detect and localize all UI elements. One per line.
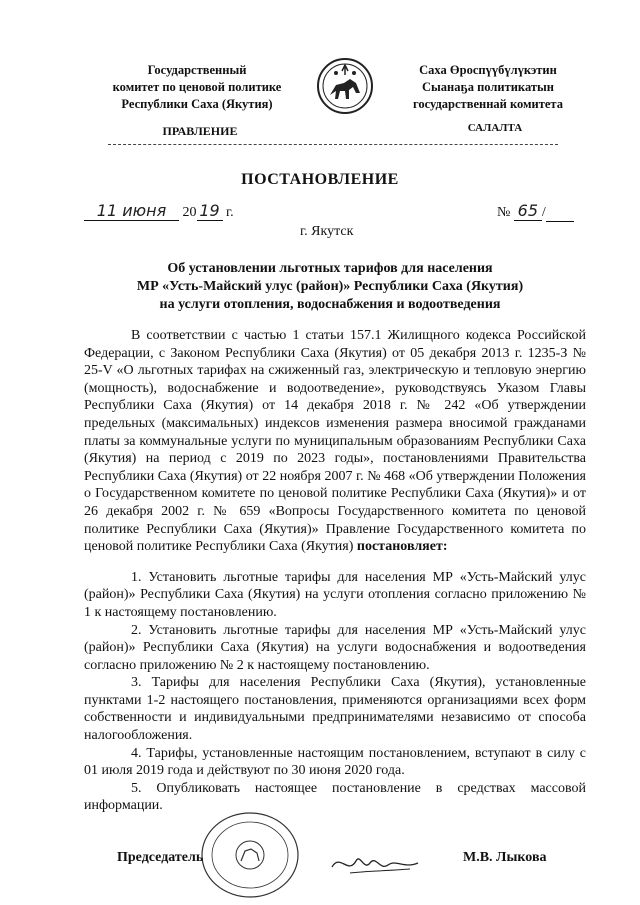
list-item: 2. Установить льготные тарифы для населения МР «Усть-Майский улус (район)» Республики Саха (Якутия) на услуги водоснабжения и водоотведения согласно приложению № 2 к настоящему постановлению. [84,622,586,673]
department-yakut: САЛАЛТА [467,122,523,134]
org-name-yakut [388,62,588,113]
date-year-handwritten: 19 [197,201,223,221]
list-item: 5. Опубликовать настоящее постановление в средствах массовой информации. [84,780,586,814]
decides-word: постановляет: [356,539,448,555]
handwritten-signature [330,845,420,880]
list-item: 4. Тарифы, установленные настоящим постановлением, вступают в силу с 01 июля 2019 года и действуют по 30 июня 2020 года. [84,745,586,779]
subject-line: МР «Усть-Майский улус (район)» Республики Саха (Якутия) [136,279,524,294]
coat-of-arms-emblem [316,57,374,115]
signatory-role: Председатель [117,850,204,865]
org-name-line: Государственный [147,63,247,77]
list-item: 1. Установить льготные тарифы для населения МР «Усть-Майский улус (район)» Республики Саха (Якутия) на услуги отопления согласно приложению № 1 к настоящему постановлению. [84,569,586,620]
department-russian: ПРАВЛЕНИЕ [162,124,238,138]
number-label: № [497,205,511,220]
org-name-line: Сыанаҕа политикатын [422,80,554,94]
signatory-name: М.В. Лыкова [463,850,547,865]
preamble-paragraph [84,327,586,556]
subject-line: Об установлении льготных тарифов для населения [167,261,493,276]
document-number [497,201,574,222]
org-name-line: комитет по ценовой политике [112,80,282,94]
header-divider [108,144,558,145]
date-suffix: г. [226,205,234,220]
org-name-line: государственнай комитета [413,97,563,111]
org-name-line: Саха Өроспүүбүлүкэтин [419,63,557,77]
number-handwritten: 65 [514,201,542,221]
number-slash: / [541,205,546,220]
date-handwritten: 11 июня [84,201,179,221]
city: г. Якутск [300,224,354,239]
org-name-line: Республики Саха (Якутия) [121,97,273,111]
subject-line: на услуги отопления, водоснабжения и водоотведения [159,297,501,312]
document-date [84,201,234,221]
number-blank [546,205,574,222]
org-name-russian [92,62,302,113]
document-subject [110,260,550,314]
preamble-text: В соответствии с частью 1 статьи 157.1 Жилищного кодекса Российской Федерации, с Законом Республики Саха (Якутия) от 05 декабря 2013 г. 1235-З № 25-V «О льготных тарифах на сжиженный газ, электрическую и тепловую энергию (мощность), водоснабжение и водоотведение», руководствуясь Указом Главы Республики Саха (Якутия) от 14 декабря 2018 г. № 242 «Об утверждении предельных (максимальных) индексов изменения размера вносимой гражданами платы за коммунальные услуги по муниципальным образованиям Республики Саха (Якутия) на период с 2019 по 2023 годы», постановлениями Правительства Республики Саха (Якутия) от 22 ноября 2007 г. № 468 «Об утверждении Положения о Государственном комитете по ценовой политике Республики Саха (Якутия)» и от 26 декабря 2002 г. № 659 «Вопросы Государственного комитета по ценовой политике Республики Саха (Якутия)» Правление Государственного комитета по ценовой политике Республики Саха (Якутия) [84,328,586,555]
document-body [84,327,586,815]
document-title: ПОСТАНОВЛЕНИЕ [241,171,399,188]
date-century: 20 [182,205,197,220]
official-stamp [195,805,305,900]
list-item: 3. Тарифы для населения Республики Саха (Якутия), установленные пунктами 1-2 настоящего постановления, применяются организациями всех форм собственности и индивидуальными предпринимателями независимо от способа налогообложения. [84,675,586,744]
